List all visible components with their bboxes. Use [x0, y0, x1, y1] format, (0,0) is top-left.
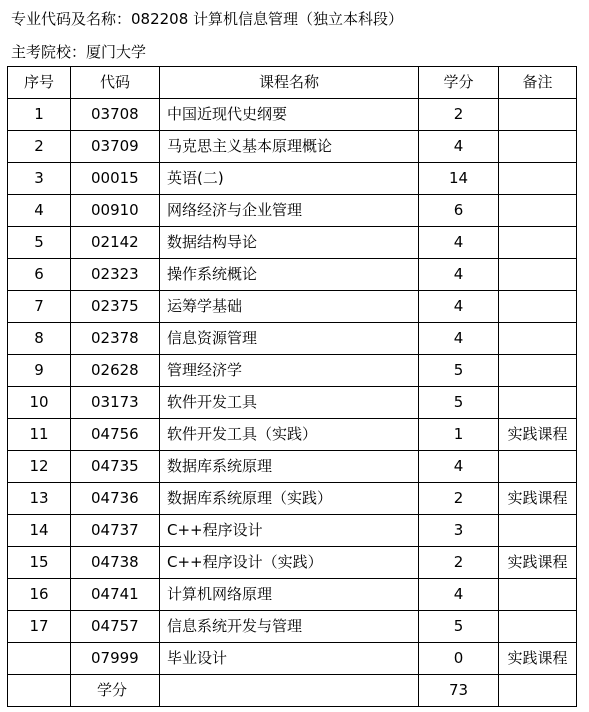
- school-title: 主考院校：厦门大学: [11, 43, 147, 61]
- cell-credit: 4: [419, 291, 499, 323]
- cell-no: 16: [8, 579, 71, 611]
- cell-no: 1: [8, 99, 71, 131]
- cell-code: 04736: [71, 483, 160, 515]
- cell-code: 04756: [71, 419, 160, 451]
- cell-no: 10: [8, 387, 71, 419]
- cell-credit: 2: [419, 547, 499, 579]
- major-title: 专业代码及名称：082208 计算机信息管理（独立本科段）: [11, 10, 404, 28]
- cell-course-name: 管理经济学: [160, 355, 419, 387]
- cell-code: 02628: [71, 355, 160, 387]
- cell-credit: 3: [419, 515, 499, 547]
- cell-no: 3: [8, 163, 71, 195]
- cell-credit: 5: [419, 387, 499, 419]
- cell-course-name: 马克思主义基本原理概论: [160, 131, 419, 163]
- header-no: 序号: [8, 67, 71, 99]
- cell-code: 04735: [71, 451, 160, 483]
- cell-course-name: 数据库系统原理: [160, 451, 419, 483]
- table-row: [8, 387, 577, 419]
- table-row: [8, 483, 577, 515]
- cell-credit: 6: [419, 195, 499, 227]
- cell-code: 00015: [71, 163, 160, 195]
- cell-no: 4: [8, 195, 71, 227]
- total-label: 学分: [71, 675, 160, 707]
- table-row: [8, 323, 577, 355]
- total-name-cell: [160, 675, 419, 707]
- cell-no: 9: [8, 355, 71, 387]
- cell-credit: 1: [419, 419, 499, 451]
- cell-note: 实践课程: [499, 643, 577, 675]
- cell-credit: 4: [419, 579, 499, 611]
- cell-code: 07999: [71, 643, 160, 675]
- cell-no: 13: [8, 483, 71, 515]
- cell-credit: 4: [419, 131, 499, 163]
- cell-code: 02378: [71, 323, 160, 355]
- cell-no: 2: [8, 131, 71, 163]
- cell-no: 17: [8, 611, 71, 643]
- cell-credit: 5: [419, 611, 499, 643]
- cell-code: 04737: [71, 515, 160, 547]
- header-credit: 学分: [419, 67, 499, 99]
- table-header-row: [8, 67, 577, 99]
- cell-course-name: 网络经济与企业管理: [160, 195, 419, 227]
- table-row: [8, 227, 577, 259]
- cell-no: 15: [8, 547, 71, 579]
- total-credit: 73: [419, 675, 499, 707]
- cell-code: 02323: [71, 259, 160, 291]
- table-row: [8, 579, 577, 611]
- cell-course-name: 信息资源管理: [160, 323, 419, 355]
- cell-note: [499, 99, 577, 131]
- table-row: [8, 355, 577, 387]
- cell-code: 02375: [71, 291, 160, 323]
- cell-note: 实践课程: [499, 547, 577, 579]
- table-row: [8, 291, 577, 323]
- course-table: [7, 66, 577, 707]
- cell-note: [499, 227, 577, 259]
- cell-course-name: 软件开发工具（实践）: [160, 419, 419, 451]
- cell-note: [499, 131, 577, 163]
- table-row: [8, 451, 577, 483]
- cell-course-name: 数据库系统原理（实践）: [160, 483, 419, 515]
- table-row: [8, 643, 577, 675]
- header-note: 备注: [499, 67, 577, 99]
- cell-note: [499, 323, 577, 355]
- cell-code: 04738: [71, 547, 160, 579]
- cell-no: 14: [8, 515, 71, 547]
- total-row: [8, 675, 577, 707]
- header-code: 代码: [71, 67, 160, 99]
- cell-credit: 2: [419, 483, 499, 515]
- cell-note: 实践课程: [499, 483, 577, 515]
- cell-course-name: C++程序设计: [160, 515, 419, 547]
- cell-no: [8, 643, 71, 675]
- table-row: [8, 131, 577, 163]
- cell-credit: 0: [419, 643, 499, 675]
- cell-code: 03708: [71, 99, 160, 131]
- cell-credit: 14: [419, 163, 499, 195]
- cell-no: 7: [8, 291, 71, 323]
- table-row: [8, 163, 577, 195]
- cell-no: 12: [8, 451, 71, 483]
- cell-credit: 2: [419, 99, 499, 131]
- cell-code: 03173: [71, 387, 160, 419]
- cell-note: [499, 291, 577, 323]
- cell-code: 04757: [71, 611, 160, 643]
- table-row: [8, 419, 577, 451]
- cell-code: 00910: [71, 195, 160, 227]
- table-body: [8, 99, 577, 675]
- table-row: [8, 547, 577, 579]
- cell-note: [499, 355, 577, 387]
- cell-note: [499, 163, 577, 195]
- cell-course-name: 数据结构导论: [160, 227, 419, 259]
- cell-course-name: 计算机网络原理: [160, 579, 419, 611]
- cell-course-name: 运筹学基础: [160, 291, 419, 323]
- total-note-cell: [499, 675, 577, 707]
- cell-note: [499, 259, 577, 291]
- table-row: [8, 195, 577, 227]
- cell-course-name: 操作系统概论: [160, 259, 419, 291]
- cell-no: 8: [8, 323, 71, 355]
- cell-note: [499, 451, 577, 483]
- cell-course-name: 信息系统开发与管理: [160, 611, 419, 643]
- table-row: [8, 611, 577, 643]
- cell-course-name: 中国近现代史纲要: [160, 99, 419, 131]
- cell-credit: 4: [419, 451, 499, 483]
- cell-code: 03709: [71, 131, 160, 163]
- cell-note: [499, 387, 577, 419]
- cell-note: [499, 515, 577, 547]
- cell-no: 6: [8, 259, 71, 291]
- cell-course-name: 英语(二): [160, 163, 419, 195]
- table-row: [8, 259, 577, 291]
- cell-credit: 5: [419, 355, 499, 387]
- cell-code: 02142: [71, 227, 160, 259]
- cell-code: 04741: [71, 579, 160, 611]
- cell-credit: 4: [419, 227, 499, 259]
- cell-credit: 4: [419, 259, 499, 291]
- cell-credit: 4: [419, 323, 499, 355]
- table-row: [8, 99, 577, 131]
- table-row: [8, 515, 577, 547]
- header-name: 课程名称: [160, 67, 419, 99]
- cell-course-name: 毕业设计: [160, 643, 419, 675]
- cell-note: 实践课程: [499, 419, 577, 451]
- cell-note: [499, 195, 577, 227]
- cell-note: [499, 611, 577, 643]
- cell-note: [499, 579, 577, 611]
- cell-no: 5: [8, 227, 71, 259]
- cell-course-name: 软件开发工具: [160, 387, 419, 419]
- total-no-cell: [8, 675, 71, 707]
- cell-no: 11: [8, 419, 71, 451]
- cell-course-name: C++程序设计（实践）: [160, 547, 419, 579]
